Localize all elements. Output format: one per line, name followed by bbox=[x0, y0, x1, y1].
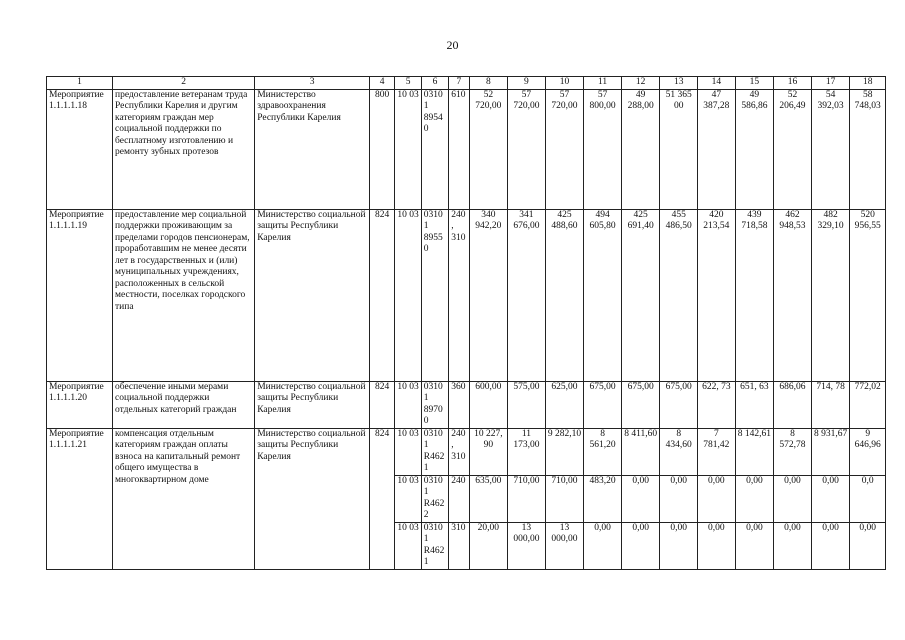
ministry-name: Министерство социальной защиты Республики Карелия bbox=[255, 381, 370, 428]
column-header: 16 bbox=[774, 77, 812, 90]
measure-description: обеспечение иными мерами социальной поддержки отдельных категорий граждан bbox=[113, 381, 255, 428]
amount-cell: 57 720,00 bbox=[545, 89, 584, 209]
section-code: 10 03 bbox=[395, 89, 421, 209]
amount-cell: 8 142,61 bbox=[735, 428, 774, 475]
amount-cell: 675,00 bbox=[584, 381, 622, 428]
amount-cell: 49 288,00 bbox=[621, 89, 660, 209]
expense-type-code: 310 bbox=[449, 522, 469, 569]
expense-type-code: 610 bbox=[449, 89, 469, 209]
column-header: 12 bbox=[621, 77, 660, 90]
amount-cell: 455 486,50 bbox=[660, 209, 698, 381]
column-header: 18 bbox=[850, 77, 886, 90]
amount-cell: 8 931,67 bbox=[811, 428, 850, 475]
amount-cell: 0,00 bbox=[811, 522, 850, 569]
amount-cell: 520 956,55 bbox=[850, 209, 886, 381]
column-header: 17 bbox=[811, 77, 850, 90]
expense-type-code: 360 bbox=[449, 381, 469, 428]
column-header: 9 bbox=[508, 77, 546, 90]
amount-cell: 9 646,96 bbox=[850, 428, 886, 475]
code-col4: 800 bbox=[369, 89, 394, 209]
amount-cell: 0,00 bbox=[660, 475, 698, 522]
ministry-name: Министерство здравоохранения Республики Карелия bbox=[255, 89, 370, 209]
ministry-name: Министерство социальной защиты Республики Карелия bbox=[255, 428, 370, 569]
target-code: 03101 89700 bbox=[421, 381, 448, 428]
header-row bbox=[47, 77, 886, 90]
measure-name: Мероприятие 1.1.1.1.19 bbox=[47, 209, 113, 381]
amount-cell: 462 948,53 bbox=[774, 209, 812, 381]
amount-cell: 686,06 bbox=[774, 381, 812, 428]
budget-table bbox=[46, 76, 886, 570]
section-code: 10 03 bbox=[395, 475, 421, 522]
amount-cell: 0,00 bbox=[621, 475, 660, 522]
column-header: 2 bbox=[113, 77, 255, 90]
amount-cell: 0,00 bbox=[735, 475, 774, 522]
amount-cell: 675,00 bbox=[660, 381, 698, 428]
amount-cell: 7 781,42 bbox=[698, 428, 736, 475]
amount-cell: 0,00 bbox=[698, 475, 736, 522]
table-row bbox=[47, 209, 886, 381]
code-col4: 824 bbox=[369, 381, 394, 428]
amount-cell: 482 329,10 bbox=[811, 209, 850, 381]
amount-cell: 52 206,49 bbox=[774, 89, 812, 209]
amount-cell: 8 572,78 bbox=[774, 428, 812, 475]
table-row bbox=[47, 428, 886, 475]
amount-cell: 714, 78 bbox=[811, 381, 850, 428]
column-header: 14 bbox=[698, 77, 736, 90]
amount-cell: 13 000,00 bbox=[508, 522, 546, 569]
amount-cell: 49 586,86 bbox=[735, 89, 774, 209]
target-code: 03101 89550 bbox=[421, 209, 448, 381]
amount-cell: 575,00 bbox=[508, 381, 546, 428]
amount-cell: 483,20 bbox=[584, 475, 622, 522]
amount-cell: 13 000,00 bbox=[545, 522, 584, 569]
amount-cell: 0,00 bbox=[660, 522, 698, 569]
amount-cell: 340 942,20 bbox=[469, 209, 508, 381]
target-code: 03101 89540 bbox=[421, 89, 448, 209]
amount-cell: 10 227, 90 bbox=[469, 428, 508, 475]
column-header: 4 bbox=[369, 77, 394, 90]
column-header: 10 bbox=[545, 77, 584, 90]
amount-cell: 0,00 bbox=[584, 522, 622, 569]
section-code: 10 03 bbox=[395, 381, 421, 428]
amount-cell: 420 213,54 bbox=[698, 209, 736, 381]
amount-cell: 47 387,28 bbox=[698, 89, 736, 209]
target-code: 03101 R4622 bbox=[421, 475, 448, 522]
amount-cell: 635,00 bbox=[469, 475, 508, 522]
amount-cell: 8 434,60 bbox=[660, 428, 698, 475]
amount-cell: 625,00 bbox=[545, 381, 584, 428]
amount-cell: 54 392,03 bbox=[811, 89, 850, 209]
amount-cell: 57 720,00 bbox=[508, 89, 546, 209]
amount-cell: 0,00 bbox=[621, 522, 660, 569]
section-code: 10 03 bbox=[395, 428, 421, 475]
column-header: 6 bbox=[421, 77, 448, 90]
section-code: 10 03 bbox=[395, 209, 421, 381]
amount-cell: 425 488,60 bbox=[545, 209, 584, 381]
amount-cell: 675,00 bbox=[621, 381, 660, 428]
amount-cell: 0,00 bbox=[850, 522, 886, 569]
code-col4: 824 bbox=[369, 209, 394, 381]
measure-description: предоставление ветеранам труда Республики Карелия и другим категориям граждан мер социальной поддержки по бесплатному изготовлению и ремонту зубных протезов bbox=[113, 89, 255, 209]
amount-cell: 600,00 bbox=[469, 381, 508, 428]
page-number: 20 bbox=[446, 38, 459, 52]
amount-cell: 651, 63 bbox=[735, 381, 774, 428]
column-header: 13 bbox=[660, 77, 698, 90]
target-code: 03101 R4621 bbox=[421, 428, 448, 475]
target-code: 03101 R4621 bbox=[421, 522, 448, 569]
amount-cell: 8 411,60 bbox=[621, 428, 660, 475]
code-col4: 824 bbox=[369, 428, 394, 569]
amount-cell: 8 561,20 bbox=[584, 428, 622, 475]
amount-cell: 772,02 bbox=[850, 381, 886, 428]
column-header: 11 bbox=[584, 77, 622, 90]
column-header: 7 bbox=[449, 77, 469, 90]
amount-cell: 425 691,40 bbox=[621, 209, 660, 381]
amount-cell: 0,00 bbox=[735, 522, 774, 569]
amount-cell: 51 365 00 bbox=[660, 89, 698, 209]
expense-type-code: 240 bbox=[449, 475, 469, 522]
amount-cell: 58 748,03 bbox=[850, 89, 886, 209]
measure-name: Мероприятие 1.1.1.1.21 bbox=[47, 428, 113, 569]
amount-cell: 710,00 bbox=[508, 475, 546, 522]
table-row bbox=[47, 89, 886, 209]
amount-cell: 0,00 bbox=[774, 475, 812, 522]
expense-type-code: 240, 310 bbox=[449, 209, 469, 381]
section-code: 10 03 bbox=[395, 522, 421, 569]
expense-type-code: 240, 310 bbox=[449, 428, 469, 475]
amount-cell: 11 173,00 bbox=[508, 428, 546, 475]
column-header: 8 bbox=[469, 77, 508, 90]
amount-cell: 710,00 bbox=[545, 475, 584, 522]
amount-cell: 57 800,00 bbox=[584, 89, 622, 209]
measure-description: предоставление мер социальной поддержки проживающим за пределами городов пенсионерам, проработавшим не менее десяти лет в государственных и (или) муниципальных учреждениях, расположенных в сельской местности, поселках городского типа bbox=[113, 209, 255, 381]
column-header: 15 bbox=[735, 77, 774, 90]
amount-cell: 0,00 bbox=[698, 522, 736, 569]
measure-name: Мероприятие 1.1.1.1.18 bbox=[47, 89, 113, 209]
amount-cell: 622, 73 bbox=[698, 381, 736, 428]
ministry-name: Министерство социальной защиты Республики Карелия bbox=[255, 209, 370, 381]
measure-description: компенсация отдельным категориям граждан оплаты взноса на капитальный ремонт общего имущества в многоквартирном доме bbox=[113, 428, 255, 569]
measure-name: Мероприятие 1.1.1.1.20 bbox=[47, 381, 113, 428]
amount-cell: 0,00 bbox=[811, 475, 850, 522]
table-row bbox=[47, 381, 886, 428]
amount-cell: 0,00 bbox=[774, 522, 812, 569]
amount-cell: 494 605,80 bbox=[584, 209, 622, 381]
amount-cell: 20,00 bbox=[469, 522, 508, 569]
column-header: 3 bbox=[255, 77, 370, 90]
amount-cell: 52 720,00 bbox=[469, 89, 508, 209]
column-header: 1 bbox=[47, 77, 113, 90]
amount-cell: 0,0 bbox=[850, 475, 886, 522]
column-header: 5 bbox=[395, 77, 421, 90]
amount-cell: 439 718,58 bbox=[735, 209, 774, 381]
amount-cell: 341 676,00 bbox=[508, 209, 546, 381]
amount-cell: 9 282,10 bbox=[545, 428, 584, 475]
